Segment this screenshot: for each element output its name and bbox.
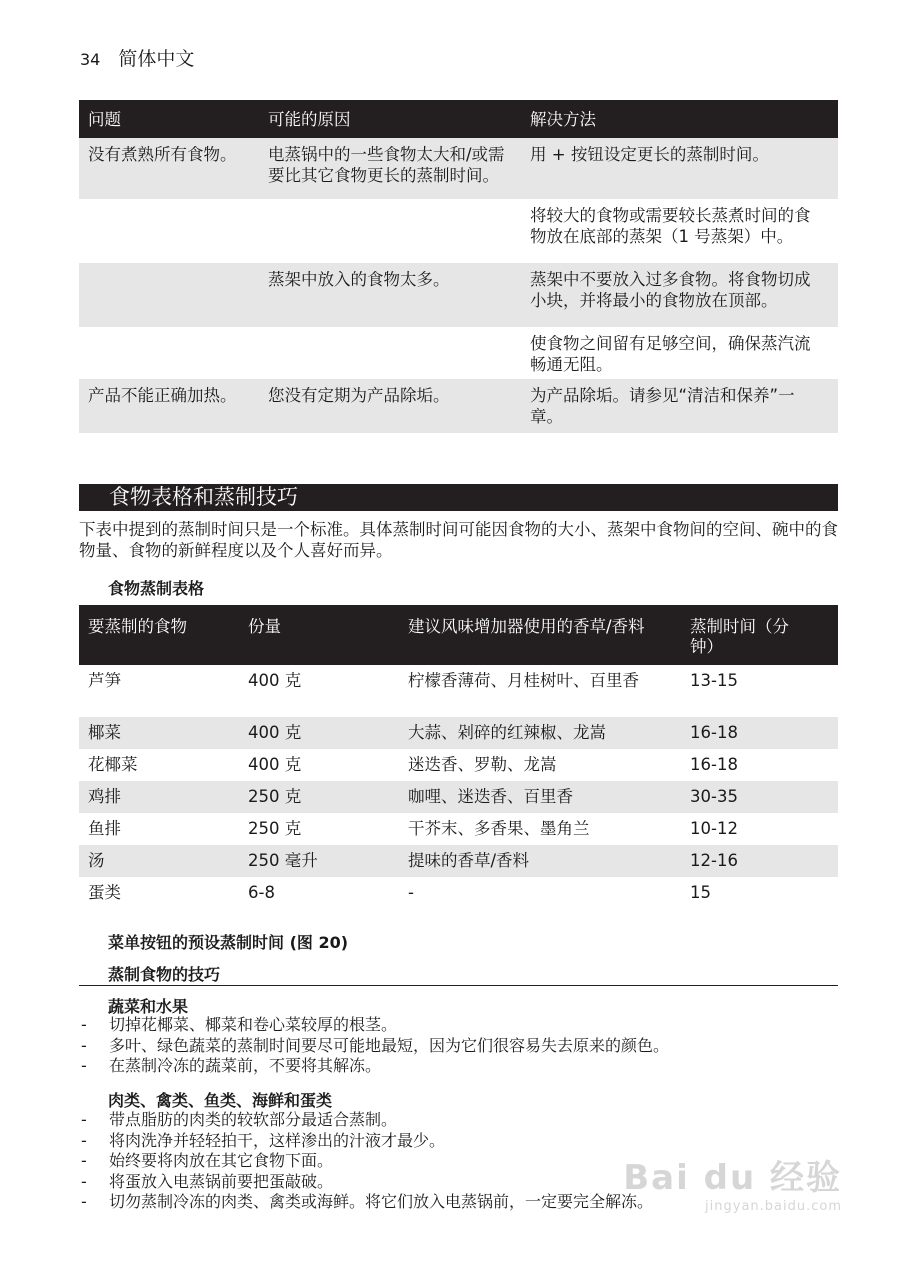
- time-cell: 15: [690, 883, 711, 902]
- tip-text: 将肉洗净并轻轻拍干，这样渗出的汁液才最少。: [109, 1130, 446, 1150]
- problem-cell: [79, 327, 268, 379]
- list-item: [79, 1110, 839, 1131]
- herbs-cell: 柠檬香薄荷、月桂树叶、百里香: [408, 671, 639, 690]
- cause-cell: 您没有定期为产品除垢。: [268, 386, 450, 405]
- watermark-brand: Bai du 经验: [623, 1158, 842, 1198]
- table-row: [79, 717, 838, 749]
- table-row: [79, 138, 838, 199]
- header-problem: 问题: [88, 110, 121, 129]
- table-row: [79, 813, 838, 845]
- tip-text: 始终要将肉放在其它食物下面。: [109, 1151, 334, 1170]
- food-cell: 鸡排: [88, 787, 121, 806]
- problem-cell: [79, 263, 268, 327]
- time-cell: 13-15: [690, 671, 738, 690]
- menu-button-note: 菜单按钮的预设蒸制时间 (图 20): [108, 933, 349, 952]
- tip-text: 将蛋放入电蒸锅前要把蛋敲破。: [109, 1171, 334, 1191]
- cause-cell: 蒸架中放入的食物太多。: [268, 270, 450, 289]
- herbs-cell: 咖哩、迷迭香、百里香: [408, 787, 573, 806]
- dash-marker: -: [81, 1151, 87, 1170]
- table-row: [79, 749, 838, 781]
- food-table-header-row: [79, 605, 838, 665]
- veg-title: 蔬菜和水果: [108, 997, 189, 1016]
- food-cell: 芦笋: [88, 671, 121, 690]
- herbs-cell: -: [408, 883, 414, 902]
- quantity-cell: 400 克: [248, 723, 302, 742]
- troubleshooting-table: [79, 100, 838, 433]
- time-cell: 30-35: [690, 787, 738, 806]
- dash-marker: -: [81, 1171, 87, 1191]
- dash-marker: -: [81, 1130, 87, 1150]
- herbs-cell: 干芥末、多香果、墨角兰: [408, 819, 590, 838]
- problem-cell: 产品不能正确加热。: [88, 386, 237, 405]
- food-cell: 汤: [88, 851, 105, 870]
- tip-text: 多叶、绿色蔬菜的蒸制时间要尽可能地最短，因为它们很容易失去原来的颜色。: [109, 1035, 670, 1055]
- quantity-cell: 250 克: [248, 787, 302, 806]
- tip-text: 在蒸制冷冻的蔬菜前，不要将其解冻。: [109, 1056, 382, 1075]
- header-time: 蒸制时间（分钟）: [690, 617, 789, 656]
- header-herbs: 建议风味增加器使用的香草/香料: [408, 617, 645, 636]
- divider-rule: [79, 985, 838, 986]
- table-row: [79, 845, 838, 877]
- solution-cell: 将较大的食物或需要较长蒸煮时间的食物放在底部的蒸架（1 号蒸架）中。: [530, 206, 811, 246]
- food-table-title: 食物蒸制表格: [108, 579, 205, 598]
- page-number: 34: [80, 50, 101, 69]
- table-row: [79, 665, 838, 717]
- veg-tips-list: [79, 1015, 839, 1077]
- watermark-url: jingyan.baidu.com: [705, 1199, 842, 1214]
- quantity-cell: 250 克: [248, 819, 302, 838]
- header-cause: 可能的原因: [268, 110, 351, 129]
- page-language: 简体中文: [118, 48, 195, 70]
- food-cell: 蛋类: [88, 883, 121, 902]
- table-row: [79, 877, 838, 909]
- page-header: [80, 44, 194, 71]
- herbs-cell: 迷迭香、罗勒、龙嵩: [408, 755, 557, 774]
- header-food: 要蒸制的食物: [88, 617, 187, 636]
- section-intro: 下表中提到的蒸制时间只是一个标准。具体蒸制时间可能因食物的大小、蒸架中食物间的空间、碗中的食物量、食物的新鲜程度以及个人喜好而异。: [79, 520, 838, 560]
- herbs-cell: 提味的香草/香料: [408, 851, 530, 870]
- solution-cell: 蒸架中不要放入过多食物。将食物切成小块，并将最小的食物放在顶部。: [530, 270, 811, 310]
- header-solution: 解决方法: [530, 110, 596, 129]
- table-row: [79, 263, 838, 327]
- solution-cell: 用 + 按钮设定更长的蒸制时间。: [530, 145, 769, 164]
- baidu-watermark: [623, 1150, 842, 1214]
- troubleshooting-header-row: [79, 100, 838, 138]
- solution-cell: 为产品除垢。请参见“清洁和保养”一章。: [530, 386, 795, 426]
- section-title-bar: [79, 484, 838, 511]
- food-steaming-table: [79, 605, 838, 909]
- quantity-cell: 6-8: [248, 883, 275, 902]
- table-row: [79, 327, 838, 379]
- time-cell: 16-18: [690, 723, 738, 742]
- list-item: [79, 1131, 839, 1152]
- food-cell: 椰菜: [88, 723, 121, 742]
- cause-cell: [268, 199, 530, 263]
- list-item: [79, 1015, 839, 1036]
- tip-text: 切掉花椰菜、椰菜和卷心菜较厚的根茎。: [109, 1015, 398, 1034]
- table-row: [79, 199, 838, 263]
- quantity-cell: 400 克: [248, 755, 302, 774]
- problem-cell: [79, 199, 268, 263]
- meat-title: 肉类、禽类、鱼类、海鲜和蛋类: [108, 1091, 333, 1110]
- dash-marker: -: [81, 1056, 87, 1075]
- quantity-cell: 250 毫升: [248, 851, 318, 870]
- header-quantity: 份量: [248, 617, 281, 636]
- time-cell: 10-12: [690, 819, 738, 838]
- dash-marker: -: [81, 1015, 87, 1034]
- tips-title: 蒸制食物的技巧: [108, 965, 221, 984]
- food-cell: 鱼排: [88, 819, 121, 838]
- table-row: [79, 379, 838, 433]
- cause-cell: [268, 327, 530, 379]
- herbs-cell: 大蒜、剁碎的红辣椒、龙嵩: [408, 723, 606, 742]
- problem-cell: 没有煮熟所有食物。: [88, 145, 237, 164]
- list-item: [79, 1056, 839, 1077]
- food-cell: 花椰菜: [88, 755, 138, 774]
- time-cell: 16-18: [690, 755, 738, 774]
- dash-marker: -: [81, 1192, 87, 1211]
- section-title: 食物表格和蒸制技巧: [109, 485, 298, 509]
- table-row: [79, 781, 838, 813]
- cause-cell: 电蒸锅中的一些食物太大和/或需要比其它食物更长的蒸制时间。: [268, 145, 505, 185]
- tip-text: 带点脂肪的肉类的较软部分最适合蒸制。: [109, 1110, 398, 1129]
- list-item: [79, 1036, 839, 1057]
- quantity-cell: 400 克: [248, 671, 302, 690]
- time-cell: 12-16: [690, 851, 738, 870]
- tip-text: 切勿蒸制冷冻的肉类、禽类或海鲜。将它们放入电蒸锅前，一定要完全解冻。: [109, 1192, 654, 1211]
- dash-marker: -: [81, 1035, 87, 1055]
- dash-marker: -: [81, 1110, 87, 1129]
- solution-cell: 使食物之间留有足够空间，确保蒸汽流畅通无阻。: [530, 334, 811, 374]
